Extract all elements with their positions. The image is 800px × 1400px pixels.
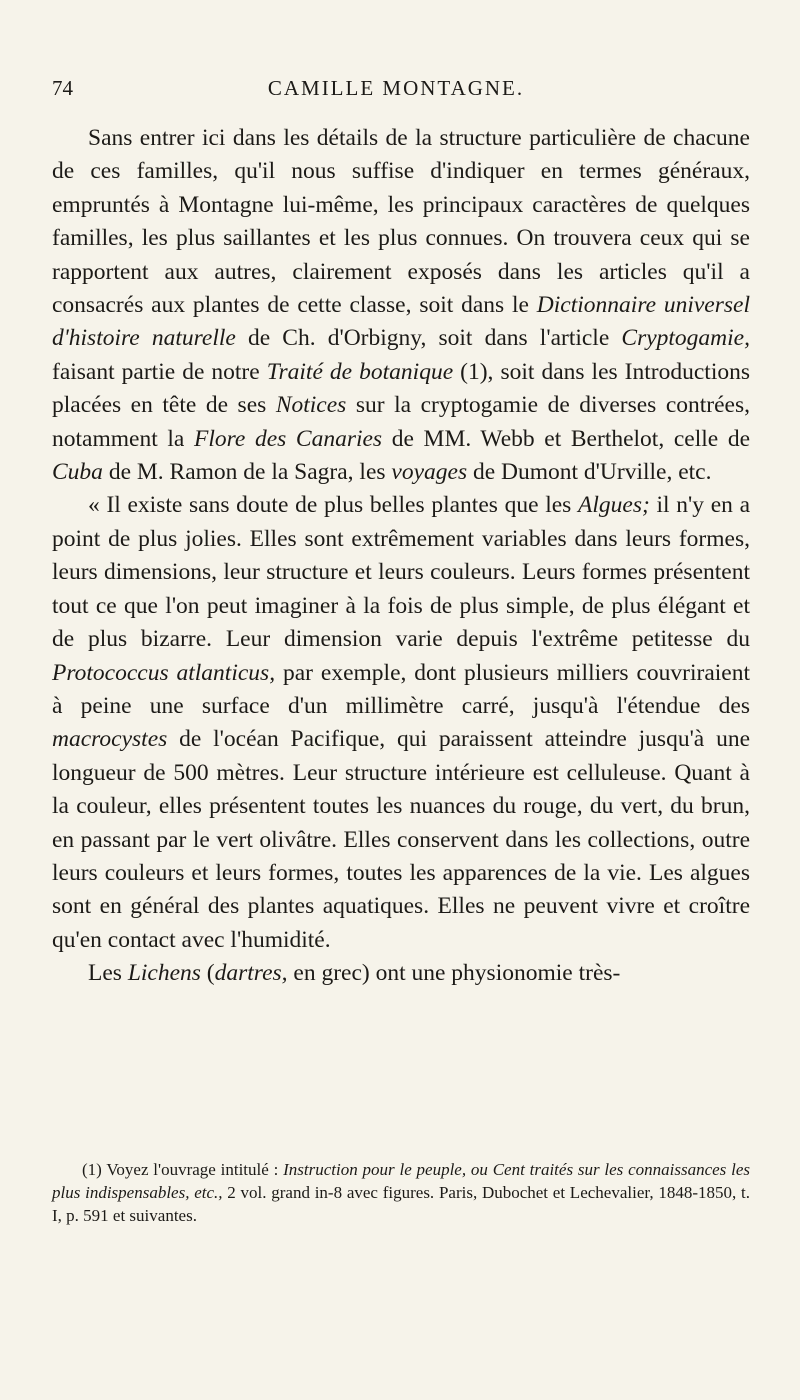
italic-title: Instruction pour le peuple, ou Cent traités sur les connaissances les plus indispensables, etc., [52, 1160, 750, 1202]
text-run: Les [88, 960, 128, 987]
text-run: il n'y en a point de plus jolies. Elles sont extrêmement variables dans leurs formes, leurs dimensions, leur structure et leurs couleurs. Leurs formes présentent tout ce que l'on peut imaginer à la fois de plus simple, de plus élégant et de plus bizarre. Leur dimension varie depuis l'extrême petitesse du [52, 492, 750, 653]
text-run: ( [200, 960, 215, 987]
italic-term: Algues; [578, 492, 650, 519]
italic-title: Dictionnaire universel d'histoire naturelle [52, 292, 750, 352]
text-run: par exemple, dont plusieurs milliers couvriraient à peine une surface d'un millimètre carré, jusqu'à l'étendue des [52, 659, 750, 719]
text-run: de MM. Webb et Berthelot, celle de [382, 425, 751, 452]
italic-title: Notices [275, 392, 347, 419]
text-run: faisant partie de notre [52, 358, 267, 385]
italic-title: Traité de botanique [266, 358, 454, 385]
italic-term: Lichens [127, 960, 201, 987]
running-head: CAMILLE MONTAGNE. [267, 76, 525, 100]
italic-term: macrocystes [52, 726, 168, 753]
page-number: 74 [52, 76, 73, 100]
italic-term: dartres, [214, 960, 288, 987]
text-run: Sans entrer ici dans les détails de la structure particulière de chacune de ces familles, qu'il nous suffise d'indiquer en termes généraux, empruntés à Montagne lui-même, les principaux caractères de quelques familles, les plus saillantes et les plus connues. On trouvera ceux qui se rapportent aux autres, clairement exposés dans les articles qu'il a consacrés aux plantes de cette classe, soit dans le [52, 125, 750, 319]
text-run: (1) Voyez l'ouvrage intitulé : [82, 1160, 284, 1179]
text-run: « Il existe sans doute de plus belles plantes que les [88, 492, 579, 519]
italic-title: Cuba [52, 459, 103, 486]
footnote-text [52, 1158, 750, 1227]
text-run: (1), soit dans les Introductions placées en tête de ses [52, 358, 750, 419]
text-run: 2 vol. grand in-8 avec figures. Paris, Dubochet et Lechevalier, 1848-1850, t. I, p. 591 et suivantes. [52, 1183, 750, 1225]
text-run: de l'océan Pacifique, qui paraissent atteindre jusqu'à une longueur de 500 mètres. Leur structure intérieure est celluleuse. Quant à la couleur, elles présentent toutes les nuances du rouge, du vert, du brun, en passant par le vert olivâtre. Elles conservent dans les collections, outre leurs couleurs et leurs formes, toutes les apparences de la vie. Les algues sont en général des plantes aquatiques. Elles ne peuvent vivre et croître qu'en contact avec l'humidité. [52, 726, 750, 953]
paragraph [52, 122, 750, 489]
paragraph [52, 489, 750, 957]
text-run: de M. Ramon de la Sagra, les [102, 459, 392, 486]
italic-title: Cryptogamie, [621, 325, 750, 352]
text-run: de Dumont d'Urville, etc. [467, 459, 712, 486]
footnote [52, 1158, 750, 1227]
text-run: de Ch. d'Orbigny, soit dans l'article [235, 325, 622, 352]
paragraph [52, 957, 750, 990]
text-run: sur la cryptogamie de diverses contrées, notamment la [52, 392, 750, 452]
text-run: en grec) ont une physionomie très- [287, 960, 621, 987]
italic-term: Protococcus atlanticus, [52, 659, 276, 686]
italic-title: Flore des Canaries [193, 425, 383, 452]
italic-title: voyages [391, 459, 468, 486]
main-text [52, 122, 750, 991]
page-header [52, 76, 740, 106]
